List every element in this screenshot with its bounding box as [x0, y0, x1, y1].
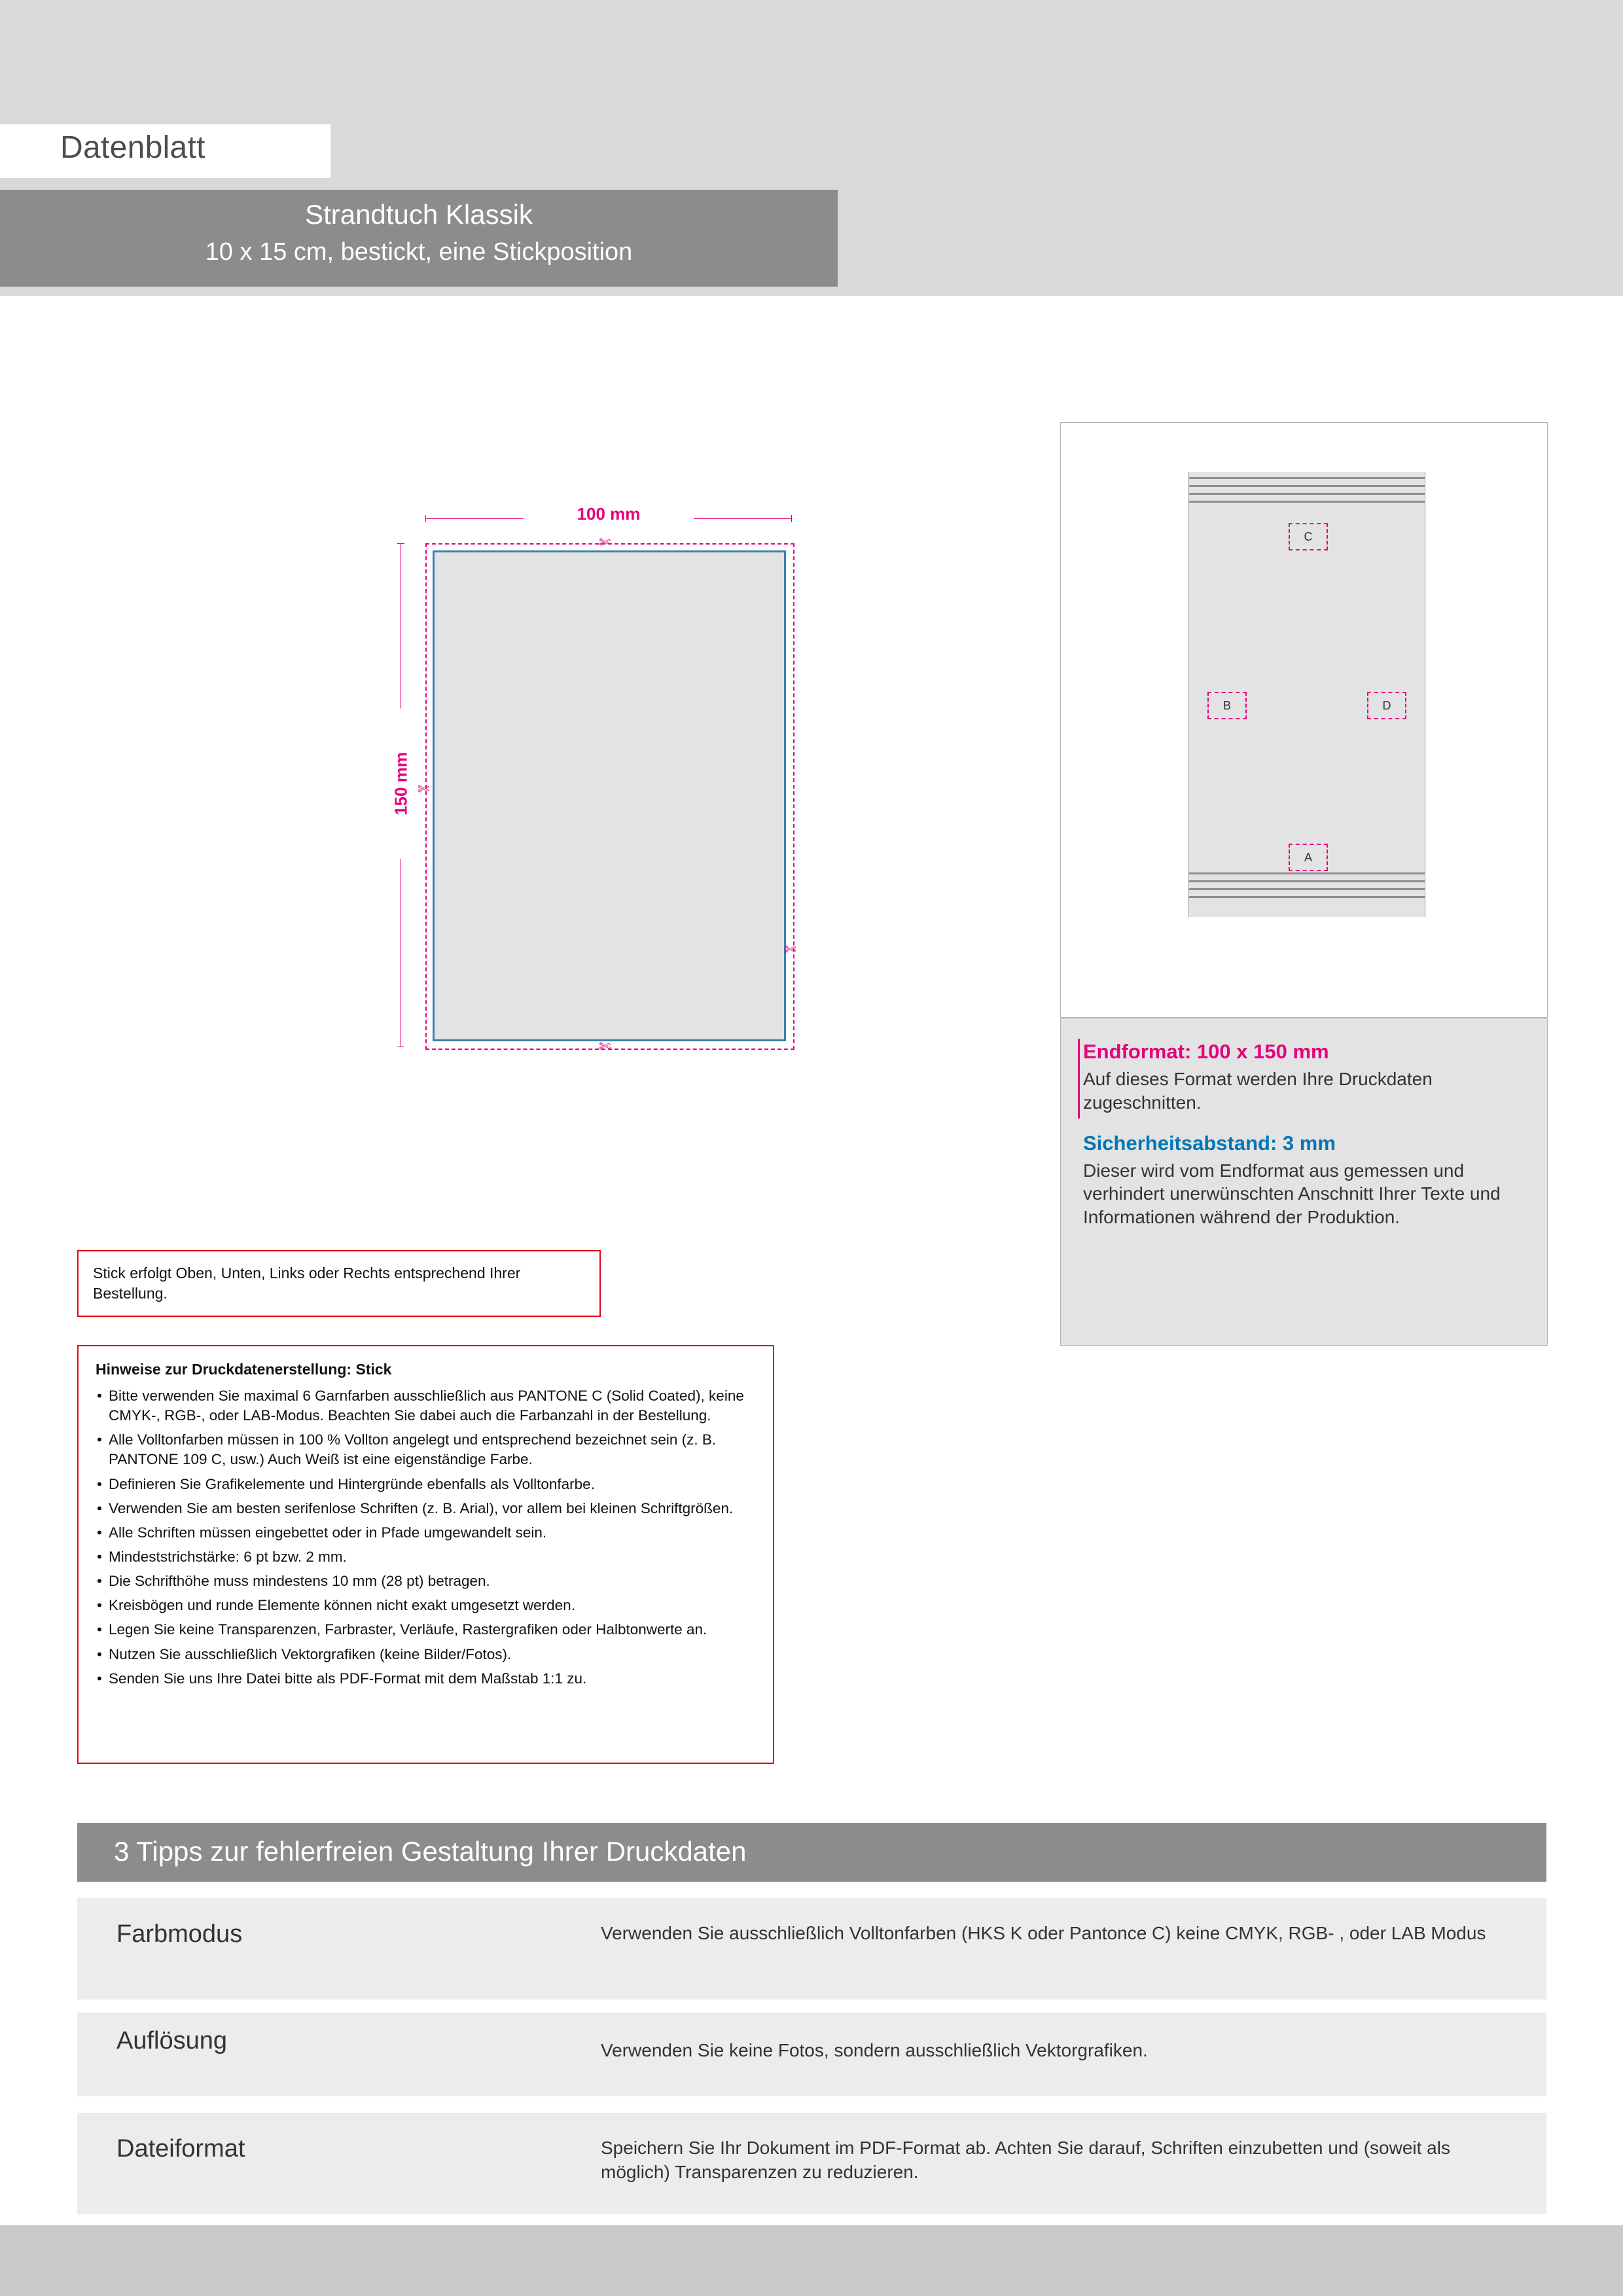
towel-stripe	[1189, 477, 1425, 479]
product-subtitle: 10 x 15 cm, bestickt, eine Stickposition	[205, 238, 633, 266]
datenblatt-tab	[0, 124, 330, 178]
tip-row	[77, 2113, 1546, 2214]
list-item: • Bitte verwenden Sie maximal 6 Garnfarben ausschließlich aus PANTONE C (Solid Coated), keine CMYK-, RGB-, oder LAB-Modus. Beachten Sie dabei auch die Farbanzahl in der Bestellung.	[96, 1386, 756, 1426]
tip-text: Verwenden Sie keine Fotos, sondern ausschließlich Vektorgrafiken.	[601, 2040, 1148, 2060]
towel-graphic	[1188, 472, 1425, 917]
safety-distance-heading: Sicherheitsabstand: 3 mm	[1083, 1131, 1336, 1155]
stitch-position-label: B	[1222, 698, 1231, 712]
list-item: • Alle Schriften müssen eingebettet oder in Pfade umgewandelt sein.	[96, 1523, 756, 1543]
tip-title: Farbmodus	[116, 1920, 243, 1948]
tip-title: Dateiformat	[116, 2135, 245, 2162]
list-item: • Mindeststrichstärke: 6 pt bzw. 2 mm.	[96, 1547, 756, 1567]
list-item: • Senden Sie uns Ihre Datei bitte als PDF-Format mit dem Maßstab 1:1 zu.	[96, 1669, 756, 1689]
final-format-area	[433, 550, 786, 1041]
print-data-hints	[77, 1345, 774, 1764]
product-title: Strandtuch Klassik	[305, 199, 533, 230]
tip-title: Auflösung	[116, 2027, 228, 2054]
list-item: • Kreisbögen und runde Elemente können nicht exakt umgesetzt werden.	[96, 1596, 756, 1615]
stitch-position-d	[1367, 692, 1406, 719]
print-data-hints-list	[96, 1386, 756, 1689]
towel-stripe	[1189, 896, 1425, 898]
stitch-position-c	[1289, 523, 1328, 550]
tip-text: Speichern Sie Ihr Dokument im PDF-Format ab. Achten Sie darauf, Schriften einzubetten und (soweit als möglich) Transparenzen zu reduzieren.	[601, 2138, 1450, 2182]
footer-band	[0, 2225, 1623, 2296]
width-dimension-label: 100 mm	[524, 503, 694, 526]
product-preview	[1060, 422, 1548, 1018]
scissors-icon: ✄	[418, 781, 430, 797]
list-item: • Legen Sie keine Transparenzen, Farbraster, Verläufe, Rastergrafiken oder Halbtonwerte an.	[96, 1620, 756, 1640]
technical-drawing	[366, 484, 825, 1126]
height-dimension-label: 150 mm	[390, 709, 413, 859]
stitch-position-note	[77, 1250, 601, 1317]
datenblatt-label: Datenblatt	[60, 130, 205, 165]
endformat-heading: Endformat: 100 x 150 mm	[1083, 1040, 1329, 1063]
scissors-icon: ✄	[599, 534, 611, 550]
towel-stripe	[1189, 485, 1425, 487]
tip-row	[77, 2013, 1546, 2096]
towel-stripe	[1189, 872, 1425, 874]
list-item: • Nutzen Sie ausschließlich Vektorgrafiken (keine Bilder/Fotos).	[96, 1645, 756, 1664]
list-item: • Die Schrifthöhe muss mindestens 10 mm (28 pt) betragen.	[96, 1571, 756, 1591]
tip-text: Verwenden Sie ausschließlich Volltonfarben (HKS K oder Pantonce C) keine CMYK, RGB- , oder LAB Modus	[601, 1923, 1486, 1943]
list-item: • Verwenden Sie am besten serifenlose Schriften (z. B. Arial), vor allem bei kleinen Schriftgrößen.	[96, 1499, 756, 1518]
stitch-position-label: D	[1382, 698, 1391, 712]
print-data-hints-heading: Hinweise zur Druckdatenerstellung: Stick	[96, 1361, 392, 1378]
stitch-position-b	[1207, 692, 1247, 719]
towel-stripe	[1189, 880, 1425, 882]
towel-stripe	[1189, 493, 1425, 495]
tip-row	[77, 1898, 1546, 2000]
endformat-text: Auf dieses Format werden Ihre Druckdaten zugeschnitten.	[1083, 1069, 1433, 1113]
format-info-panel	[1060, 1018, 1548, 1346]
stitch-position-note-text: Stick erfolgt Oben, Unten, Links oder Rechts entsprechend Ihrer Bestellung.	[93, 1265, 521, 1302]
list-item: • Alle Volltonfarben müssen in 100 % Vollton angelegt und entsprechend bezeichnet sein (z. B. PANTONE 109 C, usw.) Auch Weiß ist eine eigenständige Farbe.	[96, 1430, 756, 1469]
scissors-icon: ✄	[784, 941, 796, 958]
product-title-block	[0, 190, 838, 287]
list-item: • Definieren Sie Grafikelemente und Hintergründe ebenfalls als Volltonfarbe.	[96, 1475, 756, 1494]
tips-header	[77, 1823, 1546, 1882]
scissors-icon: ✄	[599, 1038, 611, 1054]
stitch-position-label: C	[1304, 529, 1313, 543]
stitch-position-label: A	[1304, 850, 1312, 864]
stitch-position-a	[1289, 844, 1328, 871]
safety-distance-text: Dieser wird vom Endformat aus gemessen und verhindert unerwünschten Anschnitt Ihrer Texte und Informationen während der Produktion.	[1083, 1160, 1501, 1228]
towel-stripe	[1189, 888, 1425, 890]
towel-stripe	[1189, 501, 1425, 503]
pink-rule	[1078, 1039, 1080, 1119]
tips-heading: 3 Tipps zur fehlerfreien Gestaltung Ihrer Druckdaten	[114, 1836, 747, 1867]
